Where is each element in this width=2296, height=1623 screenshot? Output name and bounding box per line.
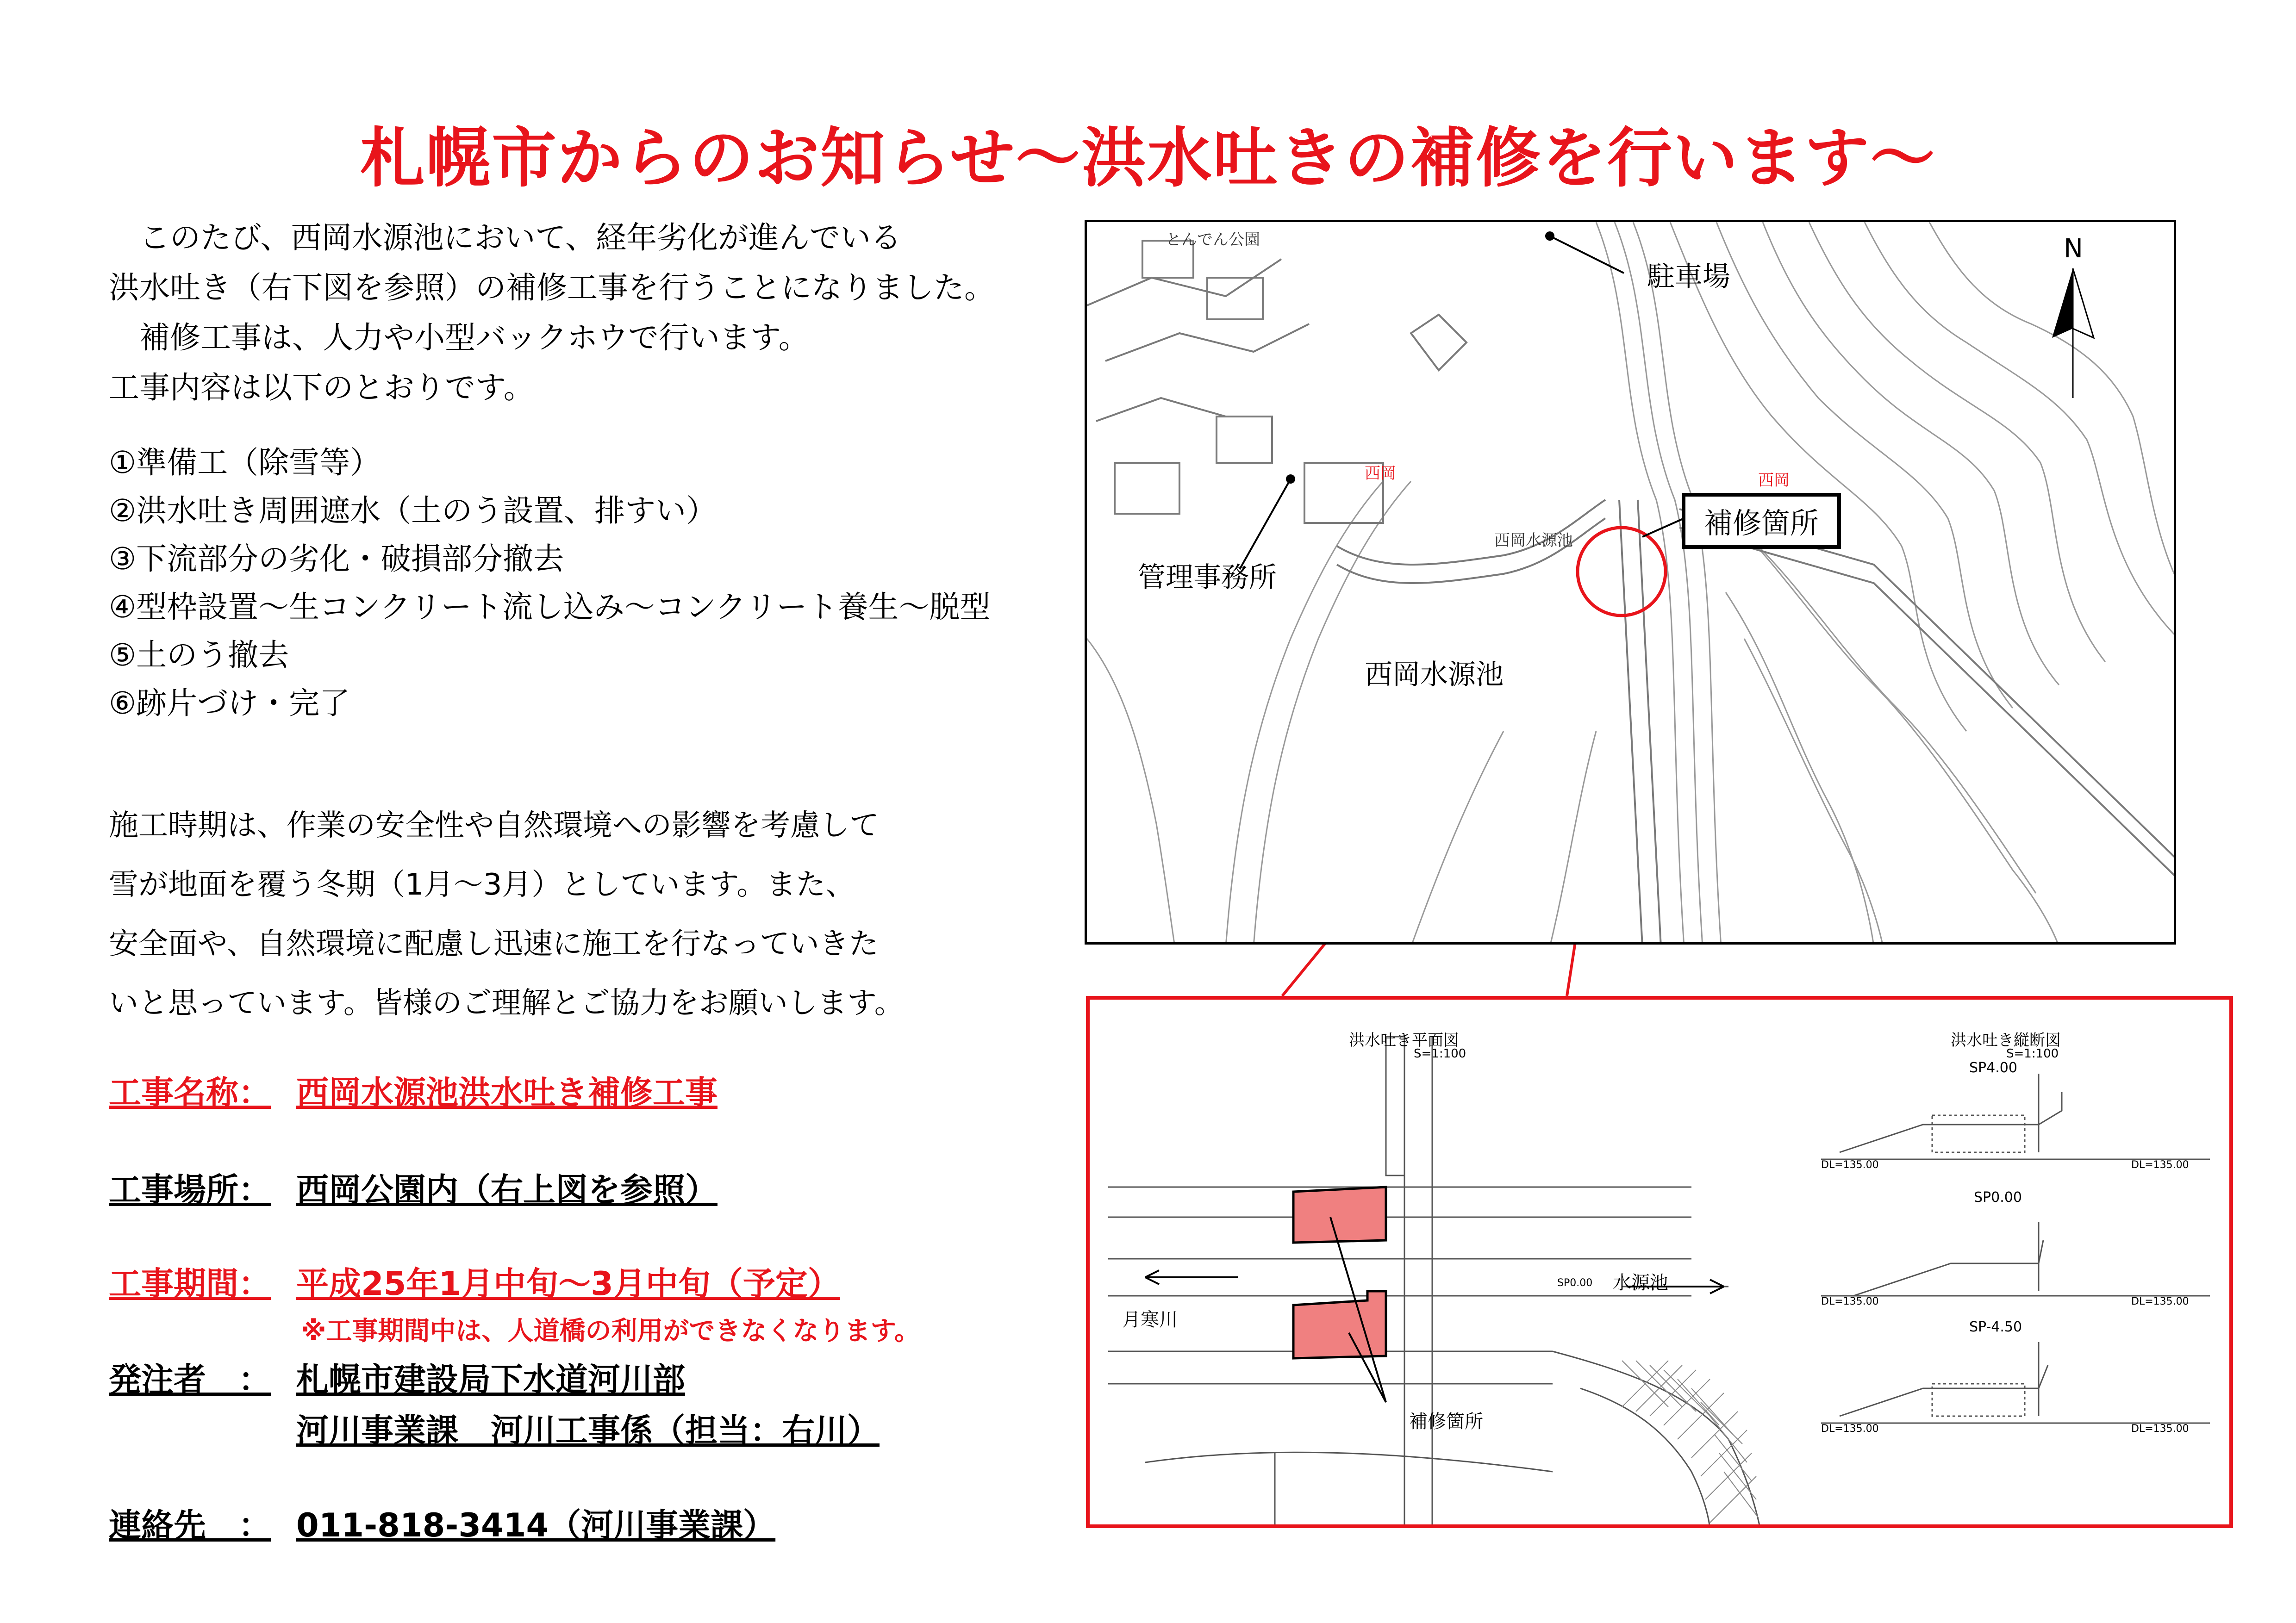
section-dl-label: DL=135.00: [2131, 1423, 2189, 1435]
project-place-value: 西岡公園内（右上図を参照）: [296, 1171, 718, 1209]
section-sp-label: SP4.00: [1969, 1060, 2017, 1076]
period-line: 安全面や、自然環境に配慮し迅速に施工を行なっていきた: [109, 927, 879, 961]
tsukisamu-river-label: 月寒川: [1122, 1309, 1178, 1331]
project-name-value: 西岡水源池洪水吐き補修工事: [296, 1074, 718, 1112]
period-line: 雪が地面を覆う冬期（1月～3月）としています。また、: [109, 868, 855, 902]
work-step: ⑤土のう撤去: [109, 637, 289, 673]
intro-line: 洪水吐き（右下図を参照）の補修工事を行うことになりました。: [109, 270, 995, 305]
intro-line: 補修工事は、人力や小型バックホウで行います。: [109, 320, 809, 355]
contact-value: 011-818-3414（河川事業課）: [296, 1506, 776, 1544]
project-term-value: 平成25年1月中旬～3月中旬（予定）: [296, 1265, 840, 1303]
map-area-label: 西岡: [1758, 471, 1790, 490]
page-title: 札幌市からのお知らせ～洪水吐きの補修を行います～: [360, 121, 1936, 196]
map-reservoir-label: 西岡水源池: [1365, 659, 1504, 691]
section-dl-label: DL=135.00: [1821, 1296, 1879, 1307]
section-view-title: 洪水吐き縦断図: [1951, 1031, 2061, 1050]
section-sp-label: SP-4.50: [1969, 1319, 2022, 1335]
orderer-value: 札幌市建設局下水道河川部: [296, 1361, 685, 1399]
orderer-label: 発注者 ：: [109, 1361, 271, 1399]
map-office-label: 管理事務所: [1138, 561, 1277, 594]
intro-line: このたび、西岡水源池において、経年劣化が進んでいる: [109, 220, 902, 255]
work-step: ⑥跡片づけ・完了: [109, 685, 350, 721]
work-step: ③下流部分の劣化・破損部分撤去: [109, 541, 564, 577]
section-dl-label: DL=135.00: [1821, 1159, 1879, 1171]
plan-sp-label: SP0.00: [1557, 1277, 1593, 1289]
section-sp-label: SP0.00: [1974, 1189, 2022, 1206]
work-step: ②洪水吐き周囲遮水（土のう設置、排すい）: [109, 493, 717, 529]
map-reservoir-small-label: 西岡水源池: [1494, 531, 1573, 550]
section-dl-label: DL=135.00: [1821, 1423, 1879, 1435]
reservoir-direction-label: 水源池: [1613, 1272, 1668, 1293]
project-term-note: ※工事期間中は、人道橋の利用ができなくなります。: [301, 1316, 920, 1346]
project-place-label: 工事場所：: [109, 1171, 271, 1209]
intro-line: 工事内容は以下のとおりです。: [109, 370, 534, 405]
plan-view-scale: S=1:100: [1414, 1047, 1466, 1061]
work-step: ④型枠設置～生コンクリート流し込み～コンクリート養生～脱型: [109, 589, 991, 625]
section-view-scale: S=1:100: [2006, 1047, 2059, 1061]
project-name-label: 工事名称：: [109, 1074, 271, 1112]
plan-view-title: 洪水吐き平面図: [1349, 1031, 1459, 1050]
work-step: ①準備工（除雪等）: [109, 445, 381, 480]
north-arrow-label: N: [2064, 234, 2083, 264]
period-line: 施工時期は、作業の安全性や自然環境への影響を考慮して: [109, 808, 879, 843]
contact-label: 連絡先 ：: [109, 1506, 271, 1544]
spillway-detail-drawing: [1086, 996, 2233, 1528]
project-term-label: 工事期間：: [109, 1265, 271, 1303]
orderer-department: 河川事業課 河川工事係（担当：右川）: [296, 1412, 880, 1449]
section-dl-label: DL=135.00: [2131, 1159, 2189, 1171]
map-parking-label: 駐車場: [1647, 261, 1730, 293]
map-repair-site-label: 補修箇所: [1682, 493, 1841, 549]
section-dl-label: DL=135.00: [2131, 1296, 2189, 1307]
period-line: いと思っています。皆様のご理解とご協力をお願いします。: [109, 986, 904, 1020]
map-area-label: 西岡: [1365, 464, 1396, 483]
repair-site-label: 補修箇所: [1409, 1411, 1483, 1432]
detail-drawing-lines: [1090, 1000, 2233, 1528]
location-map: [1085, 220, 2176, 945]
map-park-label: とんでん公園: [1166, 230, 1260, 249]
